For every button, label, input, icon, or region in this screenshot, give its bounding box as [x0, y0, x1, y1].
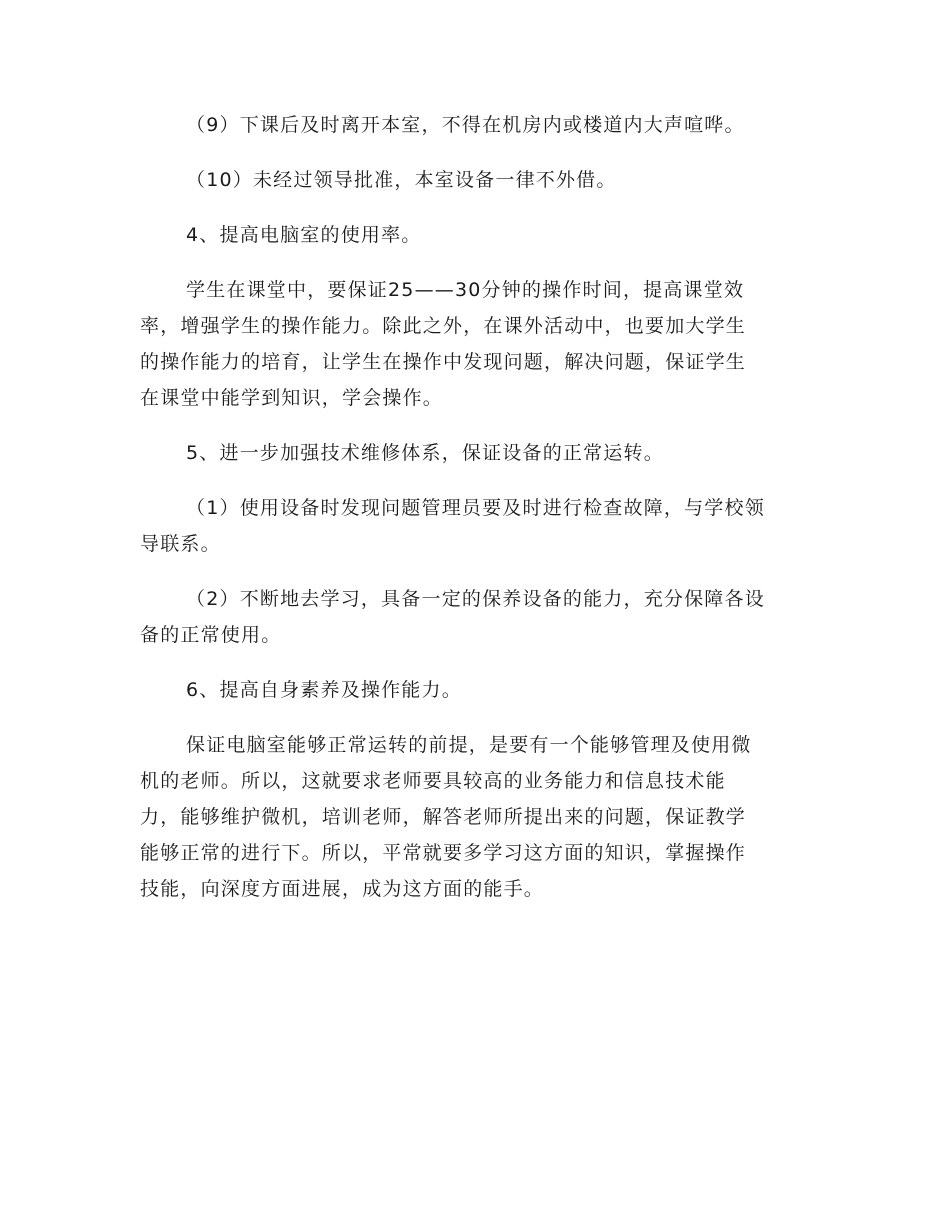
- paragraph-maintenance-2: [140, 581, 808, 653]
- paragraph-self-improvement: [140, 727, 808, 907]
- text-line: 技能，向深度方面进展，成为这方面的能手。: [140, 878, 545, 900]
- paragraph-rule-9: [140, 107, 808, 143]
- text-line: 能够正常的进行下。所以，平常就要多学习这方面的知识，掌握操作: [140, 842, 747, 864]
- paragraph-usage-rate: [140, 272, 808, 416]
- text-line: （9）下课后及时离开本室，不得在机房内或楼道内大声喧哗。: [186, 114, 745, 136]
- text-line: 力，能够维护微机，培训老师，解答老师所提出来的问题，保证教学: [140, 806, 747, 828]
- document-body: [140, 107, 808, 926]
- paragraph-rule-10: [140, 162, 808, 198]
- text-line: 率，增强学生的操作能力。除此之外，在课外活动中，也要加大学生: [140, 315, 747, 337]
- text-line: 的操作能力的培育，让学生在操作中发现问题，解决问题，保证学生: [140, 351, 747, 373]
- section-heading-6: [140, 672, 808, 708]
- text-line: （10）未经过领导批准，本室设备一律不外借。: [186, 169, 617, 191]
- section-heading-5: [140, 435, 808, 471]
- text-line: 5、进一步加强技术维修体系，保证设备的正常运转。: [186, 442, 664, 464]
- text-line: 保证电脑室能够正常运转的前提，是要有一个能够管理及使用微: [186, 734, 752, 756]
- text-line: 学生在课堂中，要保证25——30分钟的操作时间，提高课堂效: [186, 279, 745, 301]
- text-line: （2）不断地去学习，具备一定的保养设备的能力，充分保障各设: [186, 588, 765, 610]
- text-line: 在课堂中能学到知识，学会操作。: [140, 387, 444, 409]
- text-line: 备的正常使用。: [140, 624, 282, 646]
- paragraph-maintenance-1: [140, 490, 808, 562]
- text-line: 4、提高电脑室的使用率。: [186, 224, 422, 246]
- text-line: 导联系。: [140, 533, 221, 555]
- text-line: （1）使用设备时发现问题管理员要及时进行检查故障，与学校领: [186, 497, 765, 519]
- text-line: 机的老师。所以，这就要求老师要具较高的业务能力和信息技术能: [140, 770, 726, 792]
- section-heading-4: [140, 217, 808, 253]
- text-line: 6、提高自身素养及操作能力。: [186, 679, 462, 701]
